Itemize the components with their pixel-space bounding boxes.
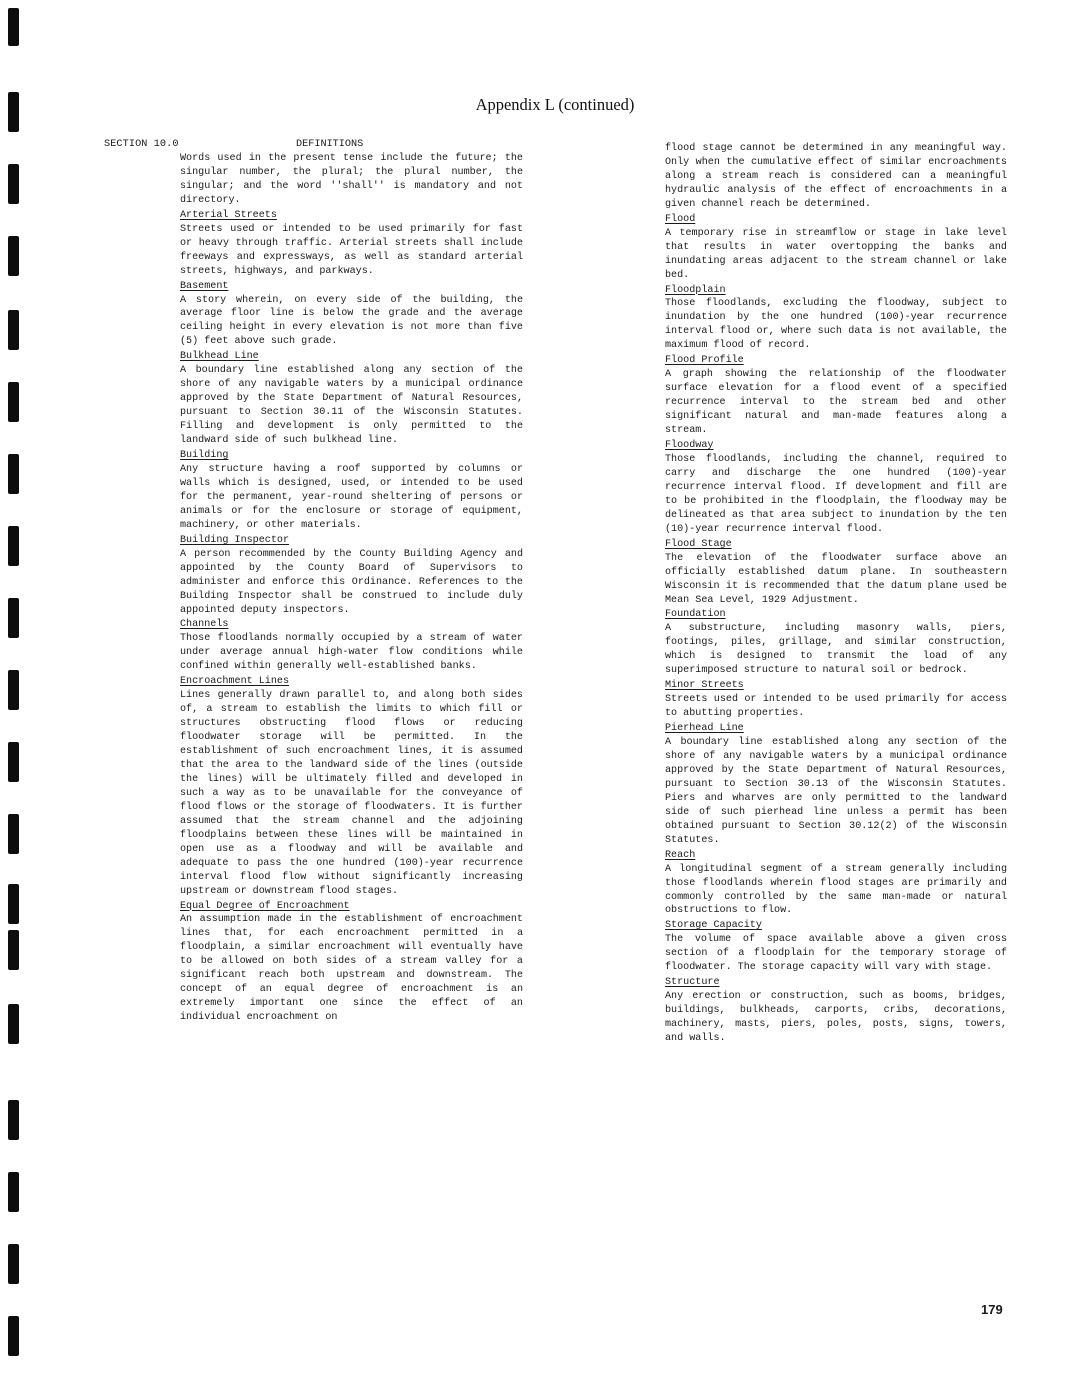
definition-text: A boundary line established along any section of the shore of any navigable waters by a municipal ordinance approved by the State Department of Natural Resources, pursuant to Section 30.13 of the Wisconsin Statutes. Piers and wharves are only permitted to the landward side of such pierhead line unless a permit has been obtained pursuant to Section 30.12(2) of the Wisconsin Statutes. — [665, 737, 1007, 846]
definition-text: The elevation of the floodwater surface above an officially established datum plane. In southeastern Wisconsin it is recommended that the datum plane used be Mean Sea Level, 1929 Adjustment. — [665, 552, 1007, 606]
definition-text: Those floodlands, including the channel, required to carry and discharge the one hundred (100)-year recurrence interval flood. If development and fill are to be prohibited in the floodplain, the floodway may be delineated as that area subject to inundation by the ten (10)-year recurrence interval flood. — [665, 453, 1007, 535]
definition-entry — [665, 975, 1007, 1046]
binding-hole — [8, 1100, 19, 1140]
definition-term: Minor Streets — [665, 680, 744, 692]
definition-term: Storage Capacity — [665, 920, 762, 932]
definition-term: Bulkhead Line — [180, 351, 259, 363]
definition-text: Any erection or construction, such as booms, bridges, buildings, bulkheads, carports, cribs, decorations, machinery, masts, piers, poles, posts, signs, towers, and walls. — [665, 991, 1007, 1045]
definition-term: Building — [180, 450, 229, 462]
binding-hole — [8, 454, 19, 494]
definition-text: A person recommended by the County Building Agency and appointed by the County Board of Supervisors to administer and enforce this Ordinance. References to the Building Inspector shall be construed to include duly appointed deputy inspectors. — [180, 548, 523, 616]
binding-hole — [8, 814, 19, 854]
definition-entry — [665, 438, 1007, 537]
definition-entry — [180, 899, 523, 1026]
definition-entry — [180, 617, 523, 674]
section-heading: DEFINITIONS — [296, 139, 364, 150]
definition-term: Encroachment Lines — [180, 676, 290, 688]
definition-term: Floodway — [665, 440, 714, 452]
definition-term: Basement — [180, 280, 229, 292]
binding-hole — [8, 1172, 19, 1212]
continuation-paragraph: flood stage cannot be determined in any meaningful way. Only when the cumulative effect of similar encroachments along a stream reach is considered can a meaningful hydraulic analysis of the effect of encroachments in a given channel reach be determined. — [665, 143, 1007, 210]
binding-hole — [8, 884, 19, 924]
definition-text: Streets used or intended to be used primarily for access to abutting properties. — [665, 694, 1007, 720]
definition-entry — [180, 208, 523, 279]
definition-entry — [180, 533, 523, 618]
definition-text: A graph showing the relationship of the floodwater surface elevation for a flood event of a specified recurrence interval to the stream bed and other significant natural and man-made features along a stream. — [665, 369, 1007, 437]
page-number: 179 — [981, 1302, 1003, 1317]
definition-entry — [180, 448, 523, 533]
definition-term: Foundation — [665, 609, 726, 621]
binding-hole — [8, 598, 19, 638]
definition-term: Flood Profile — [665, 355, 744, 367]
definition-text: Those floodlands, excluding the floodway, subject to inundation by the one hundred (100)-year recurrence interval flood or, where such data is not available, the maximum flood of record. — [665, 298, 1007, 352]
definition-entry — [665, 353, 1007, 438]
definition-term: Arterial Streets — [180, 209, 277, 221]
definition-text: Lines generally drawn parallel to, and along both sides of, a stream to establish the limits to which fill or structures obstructing flood flows or reducing floodwater storage will be permitted. In the establishment of such encroachment lines, it is assumed that the area to the landward side of the lines (outside the lines) will be ultimately filled and developed in such a way as to be unavailable for the conveyance of flood flows or the storage of floodwaters. It is further assumed that the stream channel and the adjoining floodplains between these lines will be maintained in open use as a floodway and will be available and adequate to pass the one hundred (100)-year recurrence interval flood flow without significantly increasing upstream or downstream flood stages. — [180, 690, 523, 897]
definition-text: A longitudinal segment of a stream generally including those floodlands wherein flood stages are primarily and commonly controlled by the same man-made or natural obstructions to flow. — [665, 863, 1007, 917]
binding-strip — [8, 0, 20, 1380]
intro-paragraph: Words used in the present tense include the future; the singular number, the plural; the plural number, the singular; and the word ''shall'' is mandatory and not directory. — [180, 153, 523, 206]
definition-text: A substructure, including masonry walls, piers, footings, piles, grillage, and similar construction, which is designed to transmit the load of any superimposed structure to natural soil or bedrock. — [665, 623, 1007, 677]
definition-text: A temporary rise in streamflow or stage in lake level that results in water overtopping the banks and inundating areas adjacent to the stream channel or lake bed. — [665, 227, 1007, 281]
binding-hole — [8, 670, 19, 710]
definition-term: Floodplain — [665, 284, 726, 296]
definition-entry — [665, 283, 1007, 354]
definition-term: Pierhead Line — [665, 723, 744, 735]
definition-text: A story wherein, on every side of the building, the average floor line is below the grade and the average ceiling height in every elevation is not more than five (5) feet above such grade. — [180, 294, 523, 348]
binding-hole — [8, 1004, 19, 1044]
binding-hole — [8, 930, 19, 970]
definition-entry — [180, 279, 523, 350]
binding-hole — [8, 526, 19, 566]
definition-text: The volume of space available above a given cross section of a floodplain for the temporary storage of floodwater. The storage capacity will vary with stage. — [665, 934, 1007, 974]
definition-entry — [665, 848, 1007, 919]
binding-hole — [8, 164, 19, 204]
page-title: Appendix L (continued) — [475, 95, 635, 114]
definition-term: Flood — [665, 213, 696, 225]
definition-term: Flood Stage — [665, 538, 732, 550]
definition-text: Streets used or intended to be used primarily for fast or heavy through traffic. Arterial streets shall include freeways and expressways, as well as standard arterial streets, highways, and parkways. — [180, 223, 523, 277]
section-number: SECTION 10.0 — [104, 139, 179, 150]
definition-entry — [665, 212, 1007, 283]
definition-text: Those floodlands normally occupied by a stream of water under average annual high-water flow conditions while confined within generally well-established banks. — [180, 633, 523, 673]
right-column — [665, 142, 1007, 1046]
definition-entry — [665, 918, 1007, 975]
definition-text: Any structure having a roof supported by columns or walls which is designed, used, or intended to be used for the permanent, year-round sheltering of persons or animals or for the enclosure or storage of equipment, machinery, or other materials. — [180, 463, 523, 531]
definition-term: Building Inspector — [180, 534, 290, 546]
binding-hole — [8, 8, 19, 46]
definition-entry — [665, 678, 1007, 721]
definition-text: A boundary line established along any section of the shore of any navigable waters by a municipal ordinance approved by the State Department of Natural Resources, pursuant to Section 30.11 of the Wisconsin Statutes. Filling and development is only permitted to the landward side of such bulkhead line. — [180, 365, 523, 447]
definition-entry — [665, 721, 1007, 848]
binding-hole — [8, 742, 19, 782]
definition-term: Reach — [665, 849, 696, 861]
binding-hole — [8, 310, 19, 350]
definition-entry — [180, 674, 523, 898]
definition-text: An assumption made in the establishment of encroachment lines that, for each encroachment permitted in a floodplain, a similar encroachment will eventually have to be allowed on both sides of a stream valley for a significant reach both upstream and downstream. The concept of an equal degree of encroachment is an extremely important one since the effect of an individual encroachment on — [180, 914, 523, 1024]
definition-term: Channels — [180, 619, 229, 631]
definition-entry — [665, 607, 1007, 678]
binding-hole — [8, 236, 19, 276]
left-column — [180, 152, 523, 1025]
definition-entry — [180, 349, 523, 448]
definition-term: Equal Degree of Encroachment — [180, 900, 350, 912]
definition-term: Structure — [665, 977, 720, 989]
binding-hole — [8, 382, 19, 422]
binding-hole — [8, 1316, 19, 1356]
definition-entry — [665, 537, 1007, 608]
binding-hole — [8, 1244, 19, 1284]
